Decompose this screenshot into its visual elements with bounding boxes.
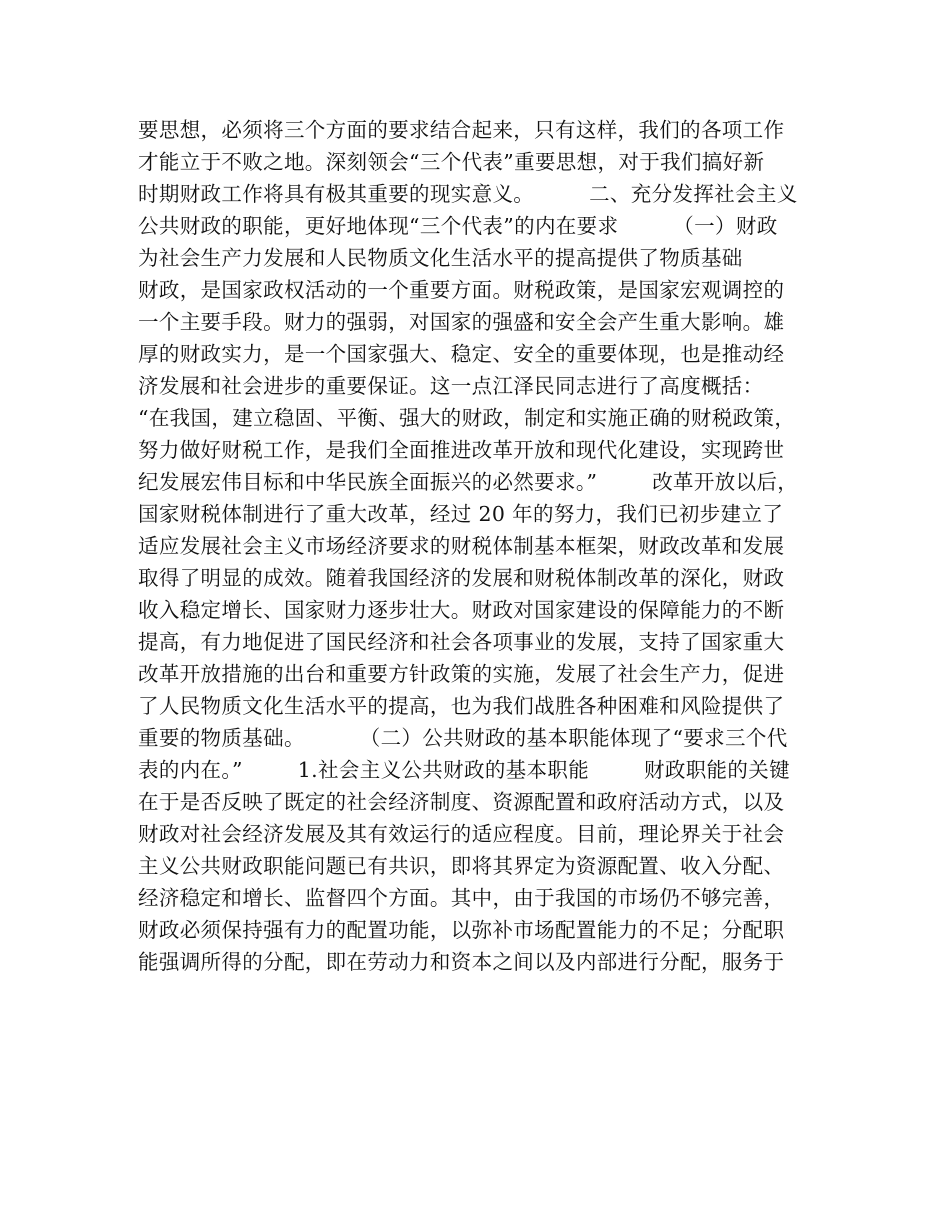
text-line: 财政必须保持强有力的配置功能，以弥补市场配置能力的不足；分配职 — [138, 918, 785, 942]
text-line: 济发展和社会进步的重要保证。这一点江泽民同志进行了高度概括： — [138, 374, 764, 398]
body-text — [138, 114, 828, 978]
text-line: 要思想，必须将三个方面的要求结合起来，只有这样，我们的各项工作 — [138, 118, 785, 142]
text-line: 提高，有力地促进了国民经济和社会各项事业的发展，支持了国家重大 — [138, 630, 785, 654]
text-line: 财政，是国家政权活动的一个重要方面。财税政策，是国家宏观调控的 — [138, 278, 785, 302]
text-line: 时期财政工作将具有极其重要的现实意义。 二、充分发挥社会主义 — [138, 182, 798, 206]
text-line: 主义公共财政职能问题已有共识，即将其界定为资源配置、收入分配、 — [138, 854, 785, 878]
text-line: 取得了明显的成效。随着我国经济的发展和财税体制改革的深化，财政 — [138, 566, 785, 590]
text-line: 适应发展社会主义市场经济要求的财税体制基本框架，财政改革和发展 — [138, 534, 785, 558]
text-line: 了人民物质文化生活水平的提高，也为我们战胜各种困难和风险提供了 — [138, 694, 785, 718]
text-line: 财政对社会经济发展及其有效运行的适应程度。目前，理论界关于社会 — [138, 822, 785, 846]
text-line: 能强调所得的分配，即在劳动力和资本之间以及内部进行分配，服务于 — [138, 950, 785, 974]
text-line: “在我国，建立稳固、平衡、强大的财政，制定和实施正确的财税政策， — [138, 406, 796, 430]
text-line: 厚的财政实力，是一个国家强大、稳定、安全的重要体现，也是推动经 — [138, 342, 785, 366]
text-line: 重要的物质基础。 （二）公共财政的基本职能体现了“要求三个代 — [138, 726, 788, 750]
text-line: 纪发展宏伟目标和中华民族全面振兴的必然要求。” 改革开放以后， — [138, 470, 799, 494]
text-line: 努力做好财税工作，是我们全面推进改革开放和现代化建设，实现跨世 — [138, 438, 785, 462]
text-line: 国家财税体制进行了重大改革，经过 20 年的努力，我们已初步建立了 — [138, 502, 784, 526]
text-line: 改革开放措施的出台和重要方针政策的实施，发展了社会生产力，促进 — [138, 662, 785, 686]
text-line: 为社会生产力发展和人民物质文化生活水平的提高提供了物质基础 — [138, 246, 743, 270]
text-line: 公共财政的职能，更好地体现“三个代表”的内在要求 （一）财政 — [138, 214, 778, 238]
text-line: 表的内在。” 1.社会主义公共财政的基本职能 财政职能的关键 — [138, 758, 790, 782]
text-line: 在于是否反映了既定的社会经济制度、资源配置和政府活动方式，以及 — [138, 790, 785, 814]
text-line: 一个主要手段。财力的强弱，对国家的强盛和安全会产生重大影响。雄 — [138, 310, 785, 334]
text-line: 才能立于不败之地。深刻领会“三个代表”重要思想，对于我们搞好新 — [138, 150, 765, 174]
text-line: 收入稳定增长、国家财力逐步壮大。财政对国家建设的保障能力的不断 — [138, 598, 785, 622]
text-line: 经济稳定和增长、监督四个方面。其中，由于我国的市场仍不够完善， — [138, 886, 785, 910]
